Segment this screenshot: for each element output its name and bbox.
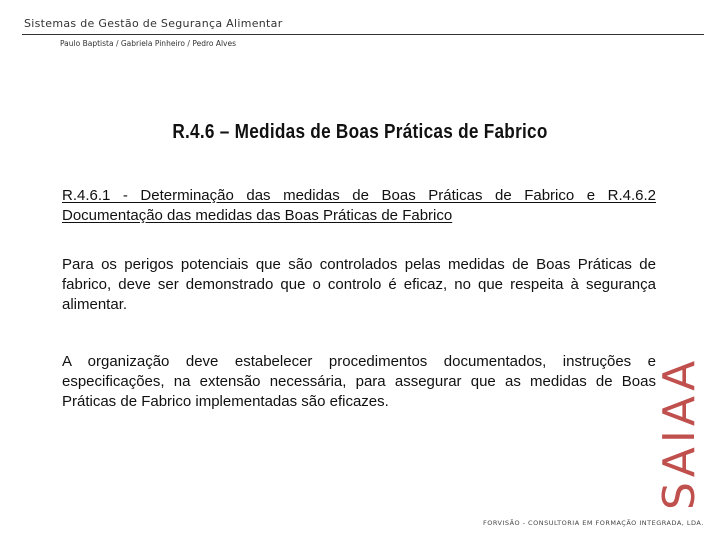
slide-heading: R.4.6 – Medidas de Boas Práticas de Fabrico (172, 121, 548, 143)
header-divider (22, 34, 704, 35)
header-authors: Paulo Baptista / Gabriela Pinheiro / Pedro Alves (60, 39, 237, 48)
header-title: Sistemas de Gestão de Segurança Alimentar (24, 17, 283, 30)
saiaa-logo: SAIAA (654, 356, 705, 510)
slide-subheading: R.4.6.1 - Determinação das medidas de Boas Práticas de Fabrico e R.4.6.2 Documentação das medidas das Boas Práticas de Fabrico (62, 187, 656, 224)
paragraph-2: A organização deve estabelecer procedimentos documentados, instruções e especificações, na extensão necessária, para assegurar que as medidas de Boas Práticas de Fabrico implementadas são eficazes. (62, 353, 656, 410)
footer-company: FORVISÃO - CONSULTORIA EM FORMAÇÃO INTEGRADA, LDA. (483, 519, 704, 527)
paragraph-1: Para os perigos potenciais que são controlados pelas medidas de Boas Práticas de fabrico, deve ser demonstrado que o controlo é eficaz, no que respeita à segurança alimentar. (62, 256, 656, 313)
